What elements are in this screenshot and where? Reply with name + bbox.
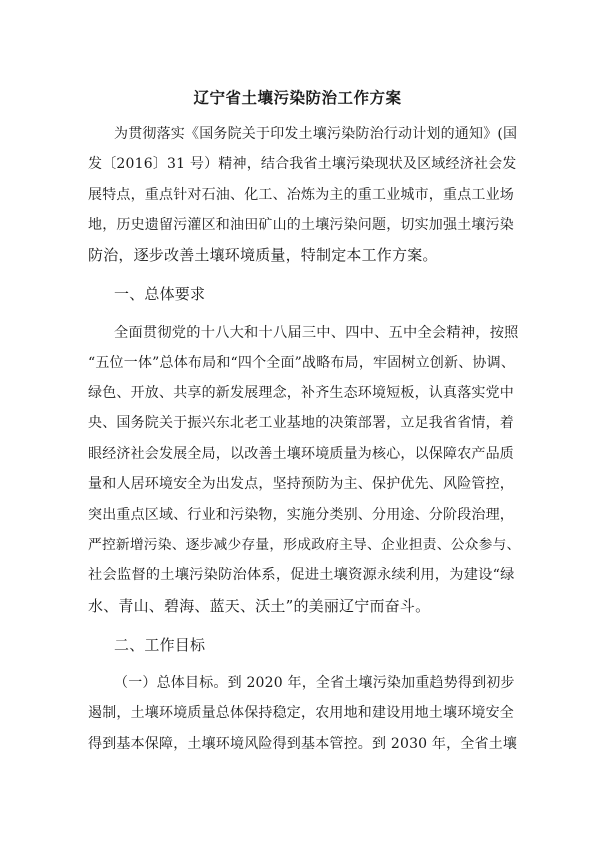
document-title: 辽宁省土壤污染防治工作方案 xyxy=(193,88,402,107)
section2-line: 遏制，土壤环境质量总体保持稳定，农用地和建设用地土壤环境安全 xyxy=(88,705,514,721)
intro-line: 展特点，重点针对石油、化工、冶炼为主的重工业城市，重点工业场 xyxy=(88,187,514,203)
section1-line: 水、青山、碧海、蓝天、沃土”的美丽辽宁而奋斗。 xyxy=(88,597,431,615)
section1-line: 量和人居环境安全为出发点，坚持预防为主、保护优先、风险管控， xyxy=(88,476,514,492)
intro-line: 地，历史遗留污灌区和油田矿山的土壤污染问题，切实加强土壤污染 xyxy=(88,217,514,233)
section1-line: “五位一体”总体布局和“四个全面”战略布局，牢固树立创新、协调、 xyxy=(88,355,516,371)
section-heading-work-goals: 二、工作目标 xyxy=(114,636,206,654)
section1-line: 严控新增污染、逐步减少存量，形成政府主导、企业担责、公众参与、 xyxy=(88,537,521,553)
section2-line: （一）总体目标。到 2020 年，全省土壤污染加重趋势得到初步 xyxy=(114,675,515,691)
intro-line: 防治，逐步改善土壤环境质量，特制定本工作方案。 xyxy=(88,246,438,264)
section1-line: 眼经济社会发展全局，以改善土壤环境质量为核心，以保障农产品质 xyxy=(88,446,514,462)
intro-line: 发〔2016〕31 号）精神，结合我省土壤污染现状及区域经济社会发 xyxy=(88,156,517,172)
section-heading-overall-requirements: 一、总体要求 xyxy=(114,285,206,303)
section1-line: 社会监督的土壤污染防治体系，促进土壤资源永续利用，为建设“绿 xyxy=(88,567,515,583)
section1-line: 突出重点区域、行业和污染物，实施分类别、分用途、分阶段治理， xyxy=(88,507,514,523)
section1-line: 央、国务院关于振兴东北老工业基地的决策部署，立足我省省情，着 xyxy=(88,415,514,431)
section2-line: 得到基本保障，土壤环境风险得到基本管控。到 2030 年，全省土壤 xyxy=(88,736,518,752)
section1-line: 全面贯彻党的十八大和十八届三中、四中、五中全会精神，按照 xyxy=(114,325,519,341)
intro-line: 为贯彻落实《国务院关于印发土壤污染防治行动计划的通知》(国 xyxy=(114,126,518,142)
section1-line: 绿色、开放、共享的新发展理念，补齐生态环境短板，认真落实党中 xyxy=(88,385,514,401)
